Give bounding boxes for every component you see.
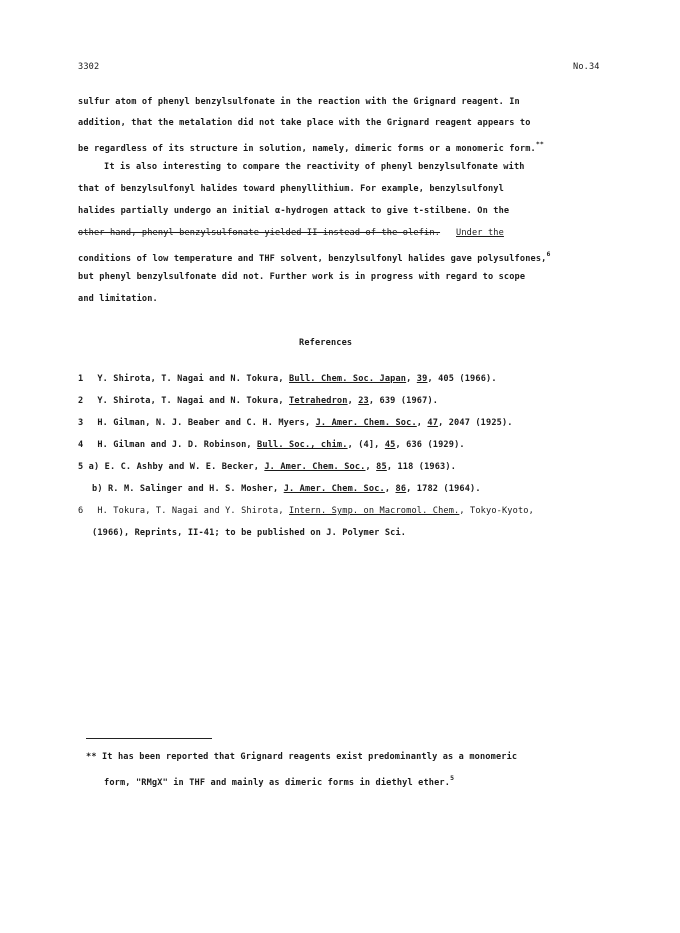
body-line: conditions of low temperature and THF solvent, benzylsulfonyl halides gave polysulfones,$^6$ <box>78 250 551 264</box>
reference-item: 3 H. Gilman, N. J. Beaber and C. H. Myers, J. Amer. Chem. Soc., 47, 2047 (1925). <box>78 418 513 428</box>
reference-item: 6 H. Tokura, T. Nagai and Y. Shirota, Intern. Symp. on Macromol. Chem., Tokyo-Kyoto, <box>78 506 534 516</box>
formula-text: "RMgX" <box>135 778 168 788</box>
body-line: It is also interesting to compare the reactivity of phenyl benzylsulfonate with <box>104 162 525 172</box>
ref-superscript: 5 <box>450 774 455 782</box>
footnote-mark: ** <box>86 752 97 762</box>
underlined-text: Under the <box>456 228 504 238</box>
footnote-line: ** It has been reported that Grignard reagents exist predominantly as a monomeric <box>86 752 518 762</box>
body-line: be regardless of its structure in solution, namely, dimeric forms or a monomeric form.** <box>78 140 544 154</box>
reference-item: 2 Y. Shirota, T. Nagai and N. Tokura, Tetrahedron, 23, 639 (1967). <box>78 396 439 406</box>
page-number: 3302 <box>78 62 100 72</box>
body-line: but phenyl benzylsulfonate did not. Further work is in progress with regard to scope <box>78 272 526 282</box>
reference-item: 4 H. Gilman and J. D. Robinson, Bull. Soc., chim., (4], 45, 636 (1929). <box>78 440 465 450</box>
references-heading: References <box>299 338 353 348</box>
reference-item-continuation: (1966), Reprints, II-41; to be published on J. Polymer Sci. <box>92 528 407 538</box>
body-line: addition, that the metalation did not take place with the Grignard reagent appears to <box>78 118 531 128</box>
ref-superscript: 6 <box>546 250 551 258</box>
struck-text: other hand, phenyl benzylsulfonate yielded II instead of the olefin. <box>78 228 441 238</box>
reference-item: 5 a) E. C. Ashby and W. E. Becker, J. Amer. Chem. Soc., 85, 118 (1963). <box>78 462 457 472</box>
footnote-divider <box>86 738 212 739</box>
body-line <box>78 228 504 238</box>
body-line: sulfur atom of phenyl benzylsulfonate in the reaction with the Grignard reagent. In <box>78 97 520 107</box>
body-line: and limitation. <box>78 294 158 304</box>
reference-item: 1 Y. Shirota, T. Nagai and N. Tokura, Bull. Chem. Soc. Japan, 39, 405 (1966). <box>78 374 497 384</box>
body-line: halides partially undergo an initial α-hydrogen attack to give t-stilbene. On the <box>78 206 510 216</box>
issue-number: No.34 <box>573 62 600 72</box>
alpha-symbol: α <box>274 206 281 216</box>
footnote-mark: ** <box>535 140 544 148</box>
reference-item: b) R. M. Salinger and H. S. Mosher, J. Amer. Chem. Soc., 86, 1782 (1964). <box>92 484 481 494</box>
body-line: that of benzylsulfonyl halides toward phenyllithium. For example, benzylsulfonyl <box>78 184 504 194</box>
footnote-line: form, "RMgX" in THF and mainly as dimeric forms in diethyl ether.$^5$ <box>104 774 455 788</box>
